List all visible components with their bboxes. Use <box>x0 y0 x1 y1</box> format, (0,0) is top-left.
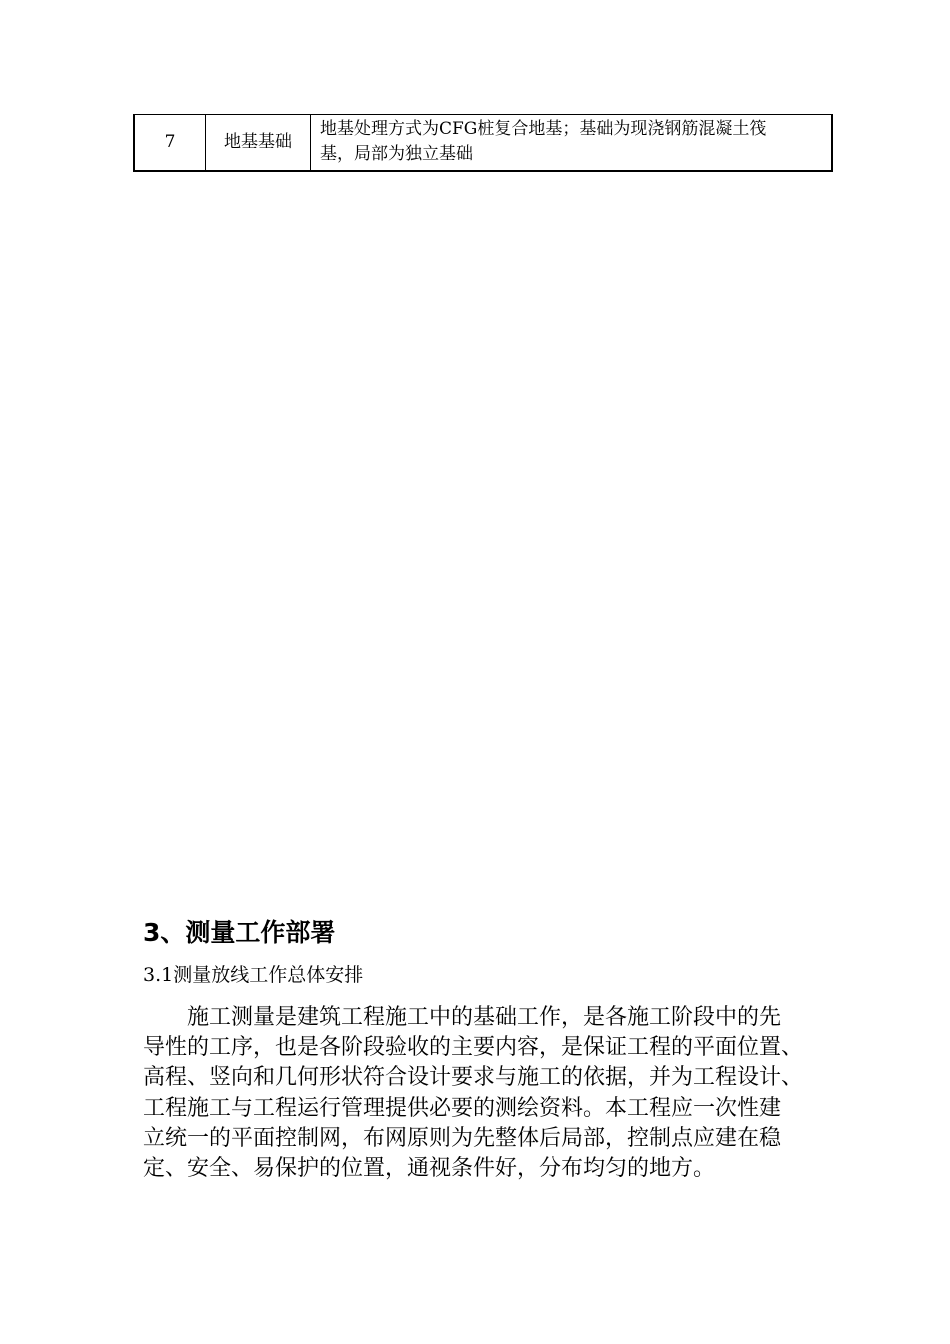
body-paragraph <box>143 1003 833 1184</box>
spec-table <box>133 114 833 172</box>
table-row <box>134 115 832 171</box>
row-number-cell: 7 <box>134 115 206 171</box>
paragraph-line: 定、安全、易保护的位置，通视条件好，分布均匀的地方。 <box>143 1156 716 1182</box>
row-name-cell: 地基基础 <box>206 115 311 171</box>
description-line: 基，局部为独立基础 <box>320 144 473 165</box>
description-line: 地基处理方式为CFG桩复合地基；基础为现浇钢筋混凝土筏 <box>320 119 767 140</box>
row-description-cell <box>311 115 833 171</box>
paragraph-line: 立统一的平面控制网，布网原则为先整体后局部，控制点应建在稳 <box>143 1125 782 1151</box>
paragraph-line: 导性的工序，也是各阶段验收的主要内容，是保证工程的平面位置、 <box>143 1035 804 1061</box>
paragraph-line: 高程、竖向和几何形状符合设计要求与施工的依据，并为工程设计、 <box>143 1065 804 1091</box>
paragraph-line: 施工测量是建筑工程施工中的基础工作，是各施工阶段中的先 <box>187 1005 782 1030</box>
subsection-heading: 3.1测量放线工作总体安排 <box>143 964 364 986</box>
section-heading: 3、测量工作部署 <box>143 918 336 947</box>
paragraph-line: 工程施工与工程运行管理提供必要的测绘资料。本工程应一次性建 <box>143 1095 782 1121</box>
